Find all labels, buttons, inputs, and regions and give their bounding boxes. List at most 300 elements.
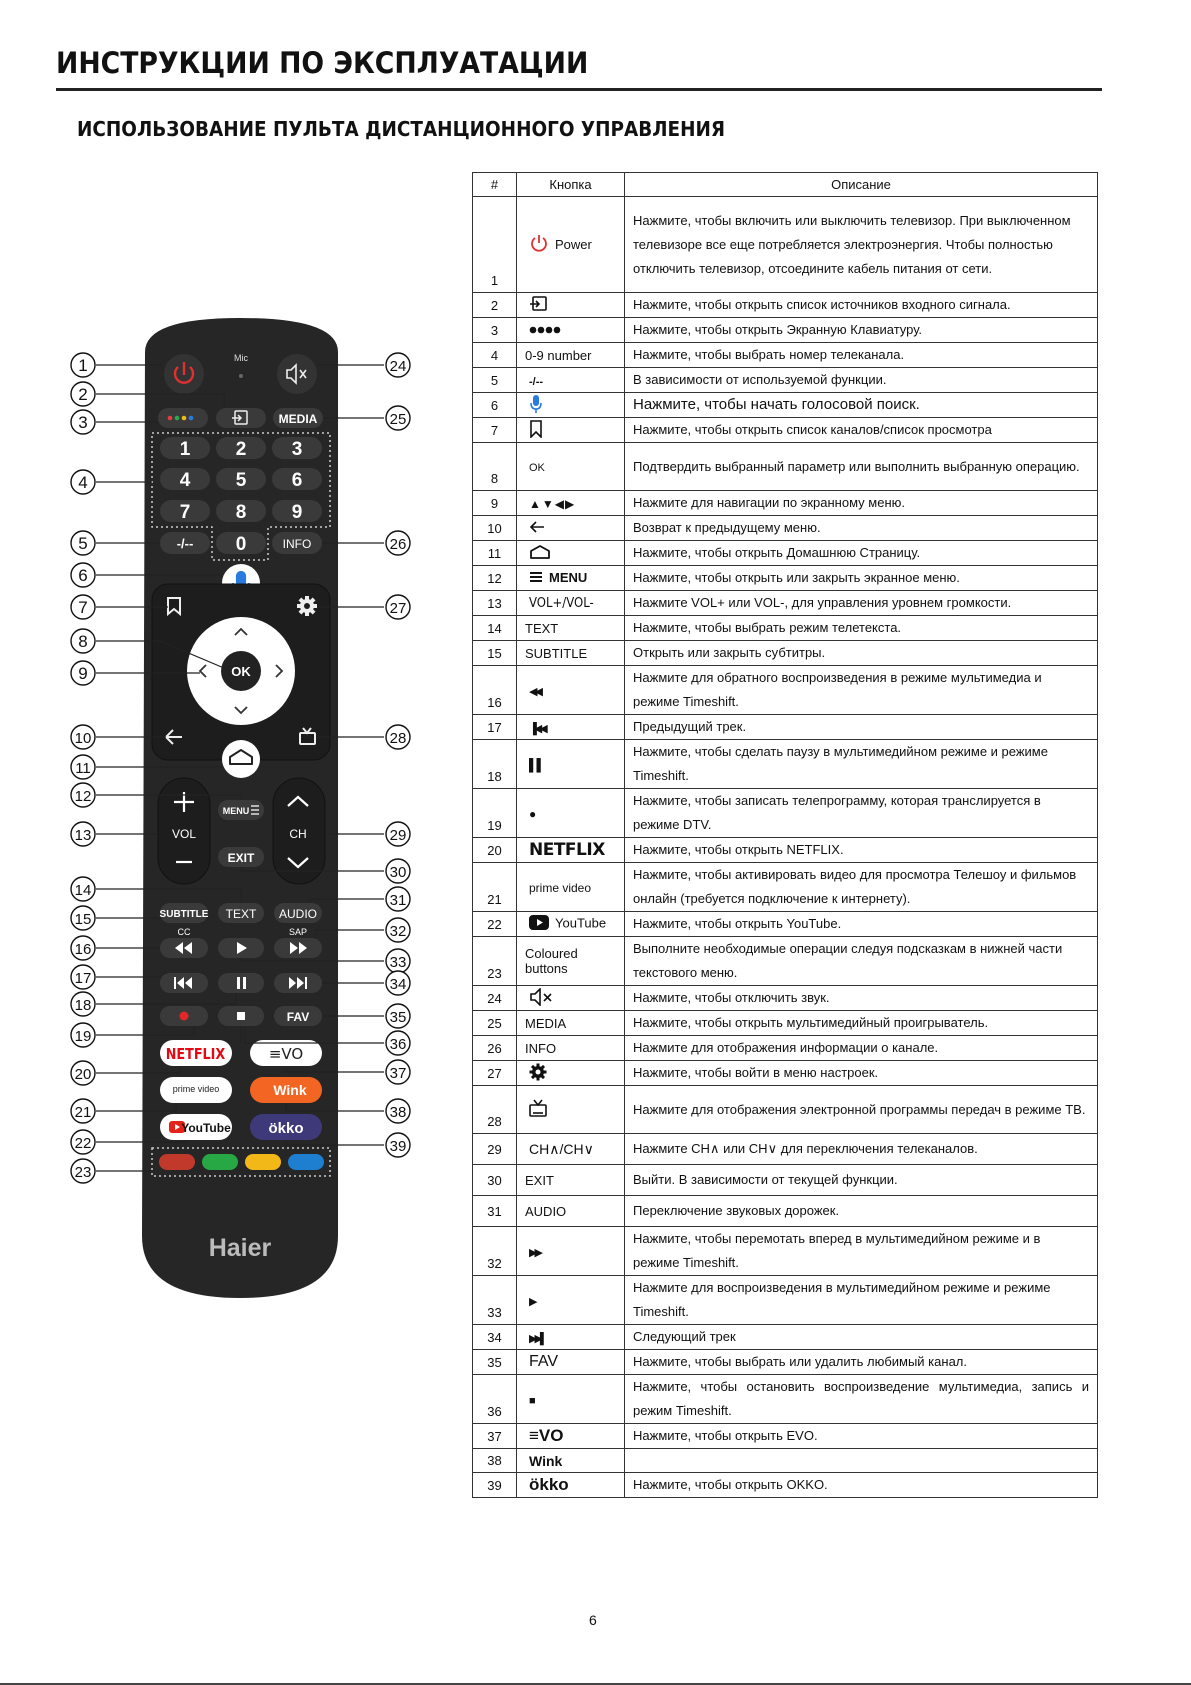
row-number: 27 (473, 1061, 517, 1086)
row-description: Выполните необходимые операции следуя подсказкам в нижней части текстового меню. (625, 937, 1098, 986)
svg-text:39: 39 (389, 1138, 407, 1155)
row-description: Выйти. В зависимости от текущей функции. (625, 1165, 1098, 1196)
svg-text:2: 2 (235, 439, 247, 460)
row-description: Нажмите, чтобы выбрать режим телетекста. (625, 616, 1098, 641)
row-number: 35 (473, 1350, 517, 1375)
row-description: Нажмите, чтобы открыть OKKO. (625, 1473, 1098, 1498)
row-number: 6 (473, 393, 517, 418)
row-number: 2 (473, 293, 517, 318)
row-description (625, 1449, 1098, 1473)
table-row (473, 1086, 1098, 1134)
row-description: Нажмите, чтобы открыть Экранную Клавиатуру. (625, 318, 1098, 343)
button-name: INFO (525, 1040, 557, 1056)
table-row (473, 343, 1098, 368)
info-label: INFO (282, 537, 312, 551)
button-name: SUBTITLE (525, 645, 588, 661)
row-description: Нажмите, чтобы открыть мультимедийный проигрыватель. (625, 1011, 1098, 1036)
row-button (517, 1375, 625, 1424)
row-button (517, 566, 625, 591)
button-name: AUDIO (525, 1203, 567, 1219)
row-number: 20 (473, 838, 517, 863)
svg-text:26: 26 (389, 536, 407, 553)
ok-label: OK (231, 664, 251, 679)
callout-10 (71, 725, 95, 749)
callout-34 (386, 971, 410, 995)
row-button (517, 1061, 625, 1086)
svg-text:9: 9 (291, 502, 303, 523)
button-name: FAV (529, 1353, 559, 1370)
button-name: prime video (529, 880, 592, 895)
callout-17 (71, 965, 95, 989)
svg-text:18: 18 (74, 997, 92, 1014)
pause-button (218, 973, 264, 993)
row-number: 23 (473, 937, 517, 986)
callout-18 (71, 992, 95, 1016)
row-number: 8 (473, 443, 517, 491)
table-row (473, 666, 1098, 715)
svg-text:15: 15 (74, 911, 92, 928)
row-description: Нажмите, чтобы открыть список источников входного сигнала. (625, 293, 1098, 318)
tv-guide-icon (529, 1099, 547, 1120)
header-button: Кнопка (517, 173, 625, 197)
table-row (473, 1350, 1098, 1375)
svg-text:20: 20 (74, 1066, 92, 1083)
button-description-table (472, 172, 1097, 1498)
svg-text:8: 8 (235, 502, 247, 523)
row-description: Нажмите, чтобы начать голосовой поиск. (625, 393, 1098, 418)
row-number: 19 (473, 789, 517, 838)
gear-icon (297, 596, 317, 616)
table-row (473, 1424, 1098, 1449)
input-source-icon (529, 296, 547, 315)
row-number: 10 (473, 516, 517, 541)
row-button (517, 740, 625, 789)
row-button (517, 491, 625, 516)
row-button (517, 1276, 625, 1325)
callout-30 (386, 859, 410, 883)
dash-label: -/-- (176, 536, 194, 551)
row-button (517, 318, 625, 343)
svg-text:17: 17 (74, 970, 92, 987)
svg-text:2: 2 (78, 385, 88, 404)
svg-text:4: 4 (179, 470, 191, 491)
row-button (517, 616, 625, 641)
row-number: 22 (473, 912, 517, 937)
row-number: 13 (473, 591, 517, 616)
table-row (473, 789, 1098, 838)
callout-28 (386, 725, 410, 749)
table-row (473, 541, 1098, 566)
row-button (517, 1036, 625, 1061)
row-number: 4 (473, 343, 517, 368)
table-row (473, 516, 1098, 541)
row-button (517, 789, 625, 838)
row-description: Нажмите для воспроизведения в мультимедийном режиме и режиме Timeshift. (625, 1276, 1098, 1325)
svg-text:14: 14 (74, 882, 92, 899)
button-name: ▶▶▌ (529, 1332, 545, 1345)
row-button (517, 1165, 625, 1196)
youtube-icon (529, 915, 549, 933)
row-button (517, 293, 625, 318)
button-name: Wink (529, 1452, 563, 1469)
row-number: 36 (473, 1375, 517, 1424)
callout-12 (71, 783, 95, 807)
exit-label: EXIT (227, 851, 255, 865)
row-description: Нажмите, чтобы открыть NETFLIX. (625, 838, 1098, 863)
svg-text:34: 34 (389, 976, 407, 993)
section-title: ИСПОЛЬЗОВАНИЕ ПУЛЬТА ДИСТАНЦИОННОГО УПРАВЛЕНИЯ (77, 117, 726, 141)
row-number: 38 (473, 1449, 517, 1473)
button-name: ◀◀ (529, 685, 540, 698)
back-arrow-icon (529, 520, 545, 537)
gear-icon (529, 1063, 547, 1084)
button-name: ▐◀◀ (529, 722, 545, 735)
button-name: ● (529, 806, 537, 821)
table-row (473, 368, 1098, 393)
button-name: Coloured buttons (525, 946, 578, 976)
table-row (473, 393, 1098, 418)
row-number: 39 (473, 1473, 517, 1498)
table-row (473, 986, 1098, 1011)
text-label: TEXT (225, 907, 257, 921)
callout-7 (71, 595, 95, 619)
callout-4 (71, 470, 95, 494)
row-button (517, 863, 625, 912)
row-button (517, 1424, 625, 1449)
table-row (473, 1036, 1098, 1061)
row-number: 25 (473, 1011, 517, 1036)
row-button (517, 1011, 625, 1036)
table-row (473, 1165, 1098, 1196)
row-button (517, 1449, 625, 1473)
netflix-label: NETFLIX (165, 1046, 226, 1064)
okko-label: ökko (268, 1120, 304, 1137)
row-button (517, 393, 625, 418)
microphone-icon (529, 394, 543, 417)
media-label: MEDIA (278, 412, 318, 426)
button-name: -/-- (529, 375, 544, 388)
row-description: Открыть или закрыть субтитры. (625, 641, 1098, 666)
svg-text:22: 22 (74, 1135, 92, 1152)
callout-39 (386, 1133, 410, 1157)
callout-37 (386, 1060, 410, 1084)
row-description: Нажмите, чтобы остановить воспроизведение мультимедиа, запись и режим Timeshift. (625, 1375, 1098, 1424)
button-name: YouTube (555, 915, 607, 931)
fav-label: FAV (286, 1010, 310, 1024)
vol-label: VOL (171, 827, 197, 841)
row-description: Нажмите для отображения информации о канале. (625, 1036, 1098, 1061)
row-button (517, 838, 625, 863)
button-name: OK (529, 462, 545, 474)
svg-text:5: 5 (78, 534, 88, 553)
header-description: Описание (625, 173, 1098, 197)
svg-text:29: 29 (389, 827, 407, 844)
four-dots-icon (529, 323, 563, 338)
row-button (517, 516, 625, 541)
button-name: ≡VO (529, 1426, 564, 1445)
callout-9 (71, 661, 95, 685)
green-key (202, 1154, 238, 1170)
table-row (473, 912, 1098, 937)
row-number: 3 (473, 318, 517, 343)
row-number: 28 (473, 1086, 517, 1134)
row-number: 16 (473, 666, 517, 715)
blue-key (288, 1154, 324, 1170)
table-row (473, 1011, 1098, 1036)
svg-text:24: 24 (389, 358, 407, 375)
row-description: Нажмите, чтобы включить или выключить телевизор. При выключенном телевизоре все еще потребляется электроэнергия. Чтобы полностью отключить телевизор, отсоедините кабель питания от сети. (625, 197, 1098, 293)
svg-text:11: 11 (75, 760, 91, 777)
row-number: 18 (473, 740, 517, 789)
row-button (517, 418, 625, 443)
svg-text:25: 25 (389, 411, 407, 428)
svg-text:36: 36 (389, 1036, 407, 1053)
callout-33 (386, 949, 410, 973)
row-number: 12 (473, 566, 517, 591)
row-description: Нажмите, чтобы отключить звук. (625, 986, 1098, 1011)
svg-text:38: 38 (389, 1104, 407, 1121)
row-description: Нажмите, чтобы открыть или закрыть экранное меню. (625, 566, 1098, 591)
callout-6 (71, 563, 95, 587)
page-title: ИНСТРУКЦИИ ПО ЭКСПЛУАТАЦИИ (56, 46, 589, 80)
remote-control-illustration (0, 300, 440, 1320)
row-button (517, 197, 625, 293)
audio-label: AUDIO (278, 907, 318, 921)
row-number: 9 (473, 491, 517, 516)
row-description: Нажмите, чтобы активировать видео для просмотра Телешоу и фильмов онлайн (требуется подключение к интернету). (625, 863, 1098, 912)
svg-text:37: 37 (389, 1065, 407, 1082)
row-description: Нажмите, чтобы войти в меню настроек. (625, 1061, 1098, 1086)
button-name: VOL+/VOL- (529, 596, 594, 611)
svg-text:0: 0 (235, 534, 247, 555)
brand-logo: Haier (208, 1234, 272, 1262)
row-number: 37 (473, 1424, 517, 1449)
header-number: # (473, 173, 517, 197)
cc-label: CC (177, 927, 191, 937)
sap-label: SAP (288, 927, 308, 937)
callout-38 (386, 1099, 410, 1123)
page-number: 6 (589, 1612, 597, 1628)
button-name: EXIT (525, 1172, 554, 1188)
button-name: ▲▼◀▶ (529, 496, 576, 511)
row-description: Нажмите, чтобы перемотать вперед в мультимедийном режиме и в режиме Timeshift. (625, 1227, 1098, 1276)
row-button (517, 1325, 625, 1350)
callout-22 (71, 1130, 95, 1154)
svg-text:9: 9 (78, 664, 88, 683)
row-number: 33 (473, 1276, 517, 1325)
svg-text:31: 31 (389, 892, 407, 909)
svg-text:6: 6 (78, 566, 88, 585)
table-row (473, 715, 1098, 740)
row-button (517, 541, 625, 566)
row-description: Нажмите CH∧ или CH∨ для переключения телеканалов. (625, 1134, 1098, 1165)
svg-text:6: 6 (291, 470, 303, 491)
row-button (517, 641, 625, 666)
evo-label: ≡VO (268, 1045, 304, 1063)
table-row (473, 863, 1098, 912)
row-number: 34 (473, 1325, 517, 1350)
table-row (473, 1227, 1098, 1276)
svg-text:10: 10 (74, 730, 92, 747)
svg-text:3: 3 (291, 439, 303, 460)
button-name: ökko (529, 1475, 569, 1494)
mic-hole (239, 374, 243, 378)
button-name: TEXT (525, 620, 559, 636)
row-button (517, 937, 625, 986)
callout-1 (71, 353, 95, 377)
row-number: 30 (473, 1165, 517, 1196)
prime-video-label: prime video (172, 1084, 220, 1094)
table-row (473, 838, 1098, 863)
row-description: Нажмите для отображения электронной программы передач в режиме ТВ. (625, 1086, 1098, 1134)
row-description: Нажмите, чтобы сделать паузу в мультимедийном режиме и режиме Timeshift. (625, 740, 1098, 789)
row-button (517, 986, 625, 1011)
callout-13 (71, 822, 95, 846)
mute-button (277, 354, 317, 394)
table-row (473, 1325, 1098, 1350)
row-description: Возврат к предыдущему меню. (625, 516, 1098, 541)
button-name: MEDIA (525, 1015, 567, 1031)
row-number: 1 (473, 197, 517, 293)
callout-20 (71, 1061, 95, 1085)
row-description: Нажмите, чтобы открыть список каналов/список просмотра (625, 418, 1098, 443)
table-row (473, 443, 1098, 491)
table-row (473, 418, 1098, 443)
button-name: ▌▌ (529, 757, 545, 772)
callout-21 (71, 1099, 95, 1123)
callout-5 (71, 531, 95, 555)
mute-icon (529, 988, 555, 1009)
svg-text:19: 19 (74, 1028, 92, 1045)
table-row (473, 491, 1098, 516)
row-description: Нажмите, чтобы открыть YouTube. (625, 912, 1098, 937)
callout-26 (386, 531, 410, 555)
row-button (517, 1196, 625, 1227)
row-description: Нажмите, чтобы открыть Домашнюю Страницу. (625, 541, 1098, 566)
table-row (473, 1134, 1098, 1165)
callout-27 (386, 595, 410, 619)
callout-14 (71, 877, 95, 901)
table-row (473, 293, 1098, 318)
table-row (473, 1375, 1098, 1424)
button-name: CH∧/CH∨ (529, 1140, 594, 1157)
row-number: 17 (473, 715, 517, 740)
row-number: 5 (473, 368, 517, 393)
svg-text:33: 33 (389, 954, 407, 971)
callout-25 (386, 406, 410, 430)
menu-lines-icon (529, 571, 543, 586)
table-row (473, 937, 1098, 986)
row-button (517, 666, 625, 715)
svg-text:4: 4 (78, 473, 88, 492)
wink-label: Wink (273, 1082, 307, 1098)
svg-text:27: 27 (389, 600, 407, 617)
table-row (473, 1276, 1098, 1325)
svg-text:3: 3 (78, 413, 88, 432)
row-description: Нажмите, чтобы выбрать или удалить любимый канал. (625, 1350, 1098, 1375)
yellow-key (245, 1154, 281, 1170)
svg-text:8: 8 (78, 632, 88, 651)
row-button (517, 912, 625, 937)
callout-3 (71, 410, 95, 434)
table-row (473, 591, 1098, 616)
callout-19 (71, 1023, 95, 1047)
svg-text:32: 32 (389, 923, 407, 940)
callout-35 (386, 1004, 410, 1028)
table-row (473, 318, 1098, 343)
row-description: Подтвердить выбранный параметр или выполнить выбранную операцию. (625, 443, 1098, 491)
button-name: Power (555, 237, 592, 252)
row-button (517, 1473, 625, 1498)
row-number: 31 (473, 1196, 517, 1227)
row-description: Нажмите, чтобы открыть EVO. (625, 1424, 1098, 1449)
row-number: 24 (473, 986, 517, 1011)
callout-23 (71, 1159, 95, 1183)
row-description: Нажмите для обратного воспроизведения в режиме мультимедиа и режиме Timeshift. (625, 666, 1098, 715)
bookmark-icon (529, 420, 543, 441)
table-row (473, 740, 1098, 789)
svg-text:1: 1 (78, 356, 88, 375)
menu-label: MENU (222, 806, 250, 816)
callout-24 (386, 353, 410, 377)
row-number: 11 (473, 541, 517, 566)
svg-text:16: 16 (74, 941, 92, 958)
row-button (517, 443, 625, 491)
subtitle-label: SUBTITLE (159, 909, 209, 920)
table-header-row (473, 173, 1098, 197)
svg-text:30: 30 (389, 864, 407, 881)
row-description: Нажмите для навигации по экранному меню. (625, 491, 1098, 516)
svg-text:1: 1 (179, 439, 191, 460)
power-icon (529, 233, 549, 256)
callout-29 (386, 822, 410, 846)
table-row (473, 566, 1098, 591)
home-button (222, 740, 260, 778)
row-description: Нажмите, чтобы выбрать номер телеканала. (625, 343, 1098, 368)
row-number: 14 (473, 616, 517, 641)
row-number: 32 (473, 1227, 517, 1276)
table-row (473, 641, 1098, 666)
svg-text:35: 35 (389, 1009, 407, 1026)
svg-text:7: 7 (179, 502, 191, 523)
row-description: Следующий трек (625, 1325, 1098, 1350)
row-number: 21 (473, 863, 517, 912)
row-button (517, 591, 625, 616)
button-name: NETFLIX (529, 840, 605, 860)
svg-text:28: 28 (389, 730, 407, 747)
callout-16 (71, 936, 95, 960)
row-description: Нажмите, чтобы записать телепрограмму, которая транслируется в режиме DTV. (625, 789, 1098, 838)
row-description: Предыдущий трек. (625, 715, 1098, 740)
callout-2 (71, 382, 95, 406)
button-name: ▶ (529, 1295, 538, 1308)
ch-label: CH (289, 827, 307, 841)
title-divider (56, 88, 1102, 91)
svg-text:12: 12 (74, 788, 92, 805)
home-icon (529, 544, 551, 563)
mic-label: Mic (234, 353, 248, 363)
table-row (473, 1061, 1098, 1086)
row-button (517, 1350, 625, 1375)
row-number: 7 (473, 418, 517, 443)
svg-text:7: 7 (78, 598, 88, 617)
row-description: В зависимости от используемой функции. (625, 368, 1098, 393)
callout-32 (386, 918, 410, 942)
red-key (159, 1154, 195, 1170)
row-button (517, 343, 625, 368)
callout-36 (386, 1031, 410, 1055)
button-name: MENU (549, 569, 588, 585)
